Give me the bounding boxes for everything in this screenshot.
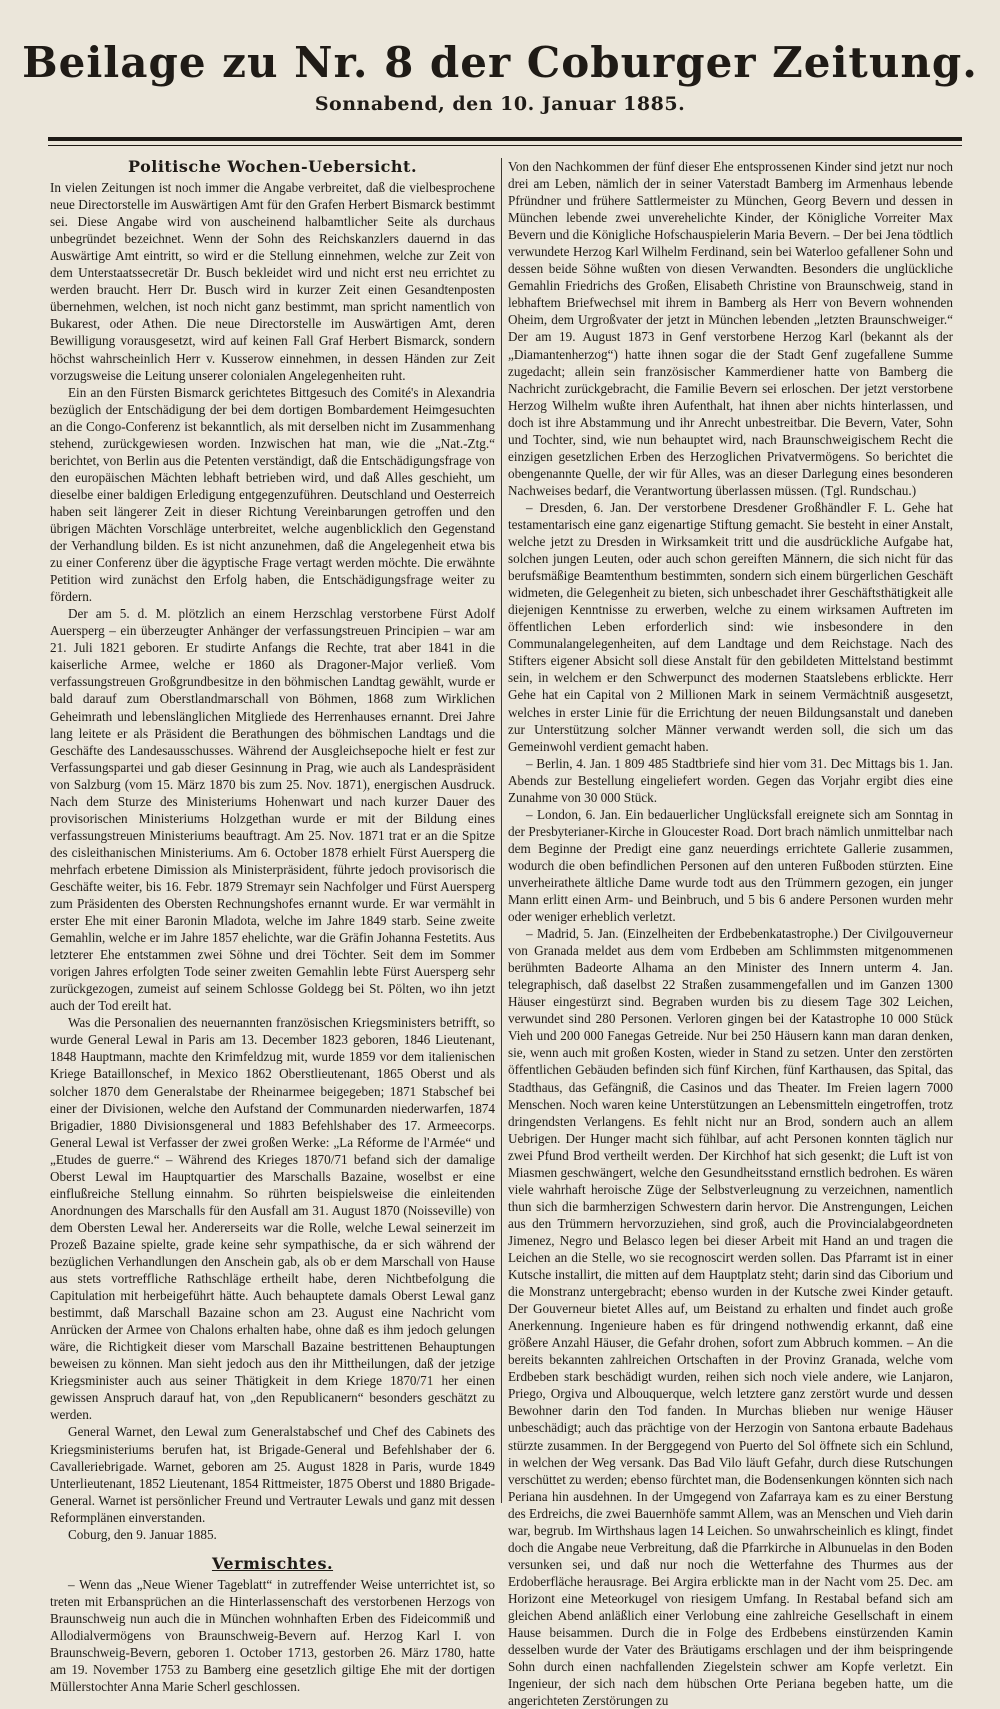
article-paragraph: In vielen Zeitungen ist noch immer die Angabe verbreitet, daß die vielbesprochene neue Directorstelle im Auswärtigen Amt für den Grafen Herbert Bismarck bestimmt sei. Diese Angabe wird von auscheinend halbamtlicher Seite als durchaus unbegründet bezeichnet. Wenn der Sohn des Reichskanzlers dauernd in das Auswärtige Amt eintritt, so wird er die Stellung einnehmen, welche zur Zeit von dem Unterstaatssecretär Dr. Busch bekleidet wird und nicht erst neu errichtet zu werden braucht. Herr Dr. Busch wird in kurzer Zeit einen Gesandtenposten übernehmen, welchen, ist noch nicht ganz bestimmt, man spricht namentlich von Bukarest, oder Athen. Die neue Directorstelle im Auswärtigen Amt, deren Bewilligung vorausgesetzt, wird auf keinen Fall Graf Herbert Bismarck, sondern höchst wahrscheinlich Herr v. Kusserow einnehmen, in dessen Händen zur Zeit vorzugsweise die Leitung unserer colonialen Angelegenheiten ruht. [50, 180, 495, 383]
masthead-title: Beilage zu Nr. 8 der Coburger Zeitung. [22, 38, 978, 87]
article-paragraph: General Warnet, den Lewal zum Generalstabschef und Chef des Cabinets des Kriegsministeriums berufen hat, ist Brigade-General und Befehlshaber der 6. Cavalleriebrigade. Warnet, geboren am 25. August 1828 in Paris, wurde 1849 Unterlieutenant, 1852 Lieutenant, 1854 Rittmeister, 1875 Oberst und 1880 Brigade-General. Warnet ist persönlicher Freund und Vertrauter Lewals und ganz mit dessen Reformplänen einverstanden. [50, 1424, 495, 1525]
article-paragraph: Ein an den Fürsten Bismarck gerichtetes Bittgesuch des Comité's in Alexandria bezüglich der Entschädigung der bei dem dortigen Bombardement Heimgesuchten an die Congo-Conferenz ist bekanntlich, als mit derselben nicht im Zusammenhang stehend, zurückgewiesen worden. Inzwischen hat man, wie die „Nat.-Ztg.“ berichtet, von Berlin aus die Petenten verständigt, daß die Entschädigungsfrage von den europäischen Mächten lebhaft betrieben wird, und daß Alles geschieht, um dieselbe einer baldigen Erledigung entgegenzuführen. Deutschland und Oesterreich haben seit längerer Zeit in dieser Richtung Vereinbarungen getroffen und den übrigen Mächten Vorschläge unterbreitet, welche augenblicklich den Gegenstand der Verhandlung bilden. Es ist nicht anzunehmen, daß die Angelegenheit etwa bis zu einer Conferenz über die ägyptische Frage vertagt werden möchte. Die erwähnte Petition wird zunächst den Erfolg haben, die Entschädigungsfrage weiter zu fördern. [50, 384, 495, 605]
article-paragraph: Der am 5. d. M. plötzlich an einem Herzschlag verstorbene Fürst Adolf Auersperg – ein überzeugter Anhänger der verfassungstreuen Principien – war am 21. Juli 1821 geboren. Er studirte Anfangs die Rechte, trat aber 1841 in die kaiserliche Armee, welche er 1860 als Dragoner-Major verließ. Vom verfassungstreuen Großgrundbesitze in den böhmischen Landtag gewählt, wurde er bald darauf zum Oberstlandmarschall von Böhmen, 1868 zum Wirklichen Geheimrath und lebenslänglichen Mitgliede des Herrenhauses ernannt. Drei Jahre lang leitete er als Präsident die Berathungen des böhmischen Landtags und die Geschäfte des Landesausschusses. Während der Ausgleichsepoche hielt er fest zur Verfassungspartei und gab dieser Gesinnung in Prag, wie auch als Landespräsident von Salzburg (vom 15. März 1870 bis zum 25. Nov. 1871), energischen Ausdruck. Nach dem Sturze des Ministeriums Hohenwart und nach kurzer Dauer des provisorischen Ministeriums Holzgethan wurde er mit der Bildung eines verfassungstreuen Ministeriums beauftragt. Am 25. Nov. 1871 trat er an die Spitze des cisleithanischen Ministeriums. Am 6. October 1878 erhielt Fürst Auersperg die mehrfach erbetene Dimission als Ministerpräsident, führte jedoch provisorisch die Geschäfte weiter, bis 16. Febr. 1879 Stremayr sein Nachfolger und Fürst Auersperg zum Präsidenten des Obersten Rechnungshofes ernannt wurde. Er war vermählt in erster Ehe mit einer Baronin Mladota, welche im Jahre 1849 starb. Seine zweite Gemahlin, welche er im Jahre 1857 ehelichte, war die Gräfin Johanna Festetits. Aus letzterer Ehe entstammen zwei Söhne und drei Töchter. Seit dem im Sommer vorigen Jahres erfolgten Tode seiner zweiten Gemahlin lebte Fürst Auersperg sehr zurückgezogen, zumeist auf seinem Schlosse Goldegg bei St. Pölten, wo ihn jetzt auch der Tod ereilt hat. [50, 606, 495, 1014]
masthead-rule-thin [48, 145, 962, 146]
column-divider [501, 158, 502, 1503]
article-paragraph: – Dresden, 6. Jan. Der verstorbene Dresdener Großhändler F. L. Gehe hat testamentarisch eine ganz eigenartige Stiftung gemacht. Sie besteht in einer Anstalt, welche jetzt zu Dresden in Wirksamkeit tritt und die ausdrückliche Aufgabe hat, solchen jungen Leuten, oder auch schon gereiften Männern, die sich nicht für das berufsmäßige Beamtenthum bestimmten, sondern sich einem bürgerlichen Geschäft widmeten, die Gelegenheit zu bieten, sich unbeschadet ihrer Geschäftsthätigkeit alle diejenigen Kenntnisse zu erwerben, welche zu einem wirksamen Auftreten im öffentlichen Leben erforderlich sind: wie insbesondere in den Communalangelegenheiten, auf dem Landtage und dem Reichstage. Nach des Stifters eigener Absicht soll diese Anstalt für den gebildeten Mittelstand bestimmt sein, in welchem er den Schwerpunct des modernen Staatslebens erblickte. Herr Gehe hat ein Capital von 2 Millionen Mark in seinem Vermächtniß ausgesetzt, welches in erster Linie für die Errichtung der neuen Bildungsanstalt und daneben zur Unterstützung solcher Männer verwandt werden soll, die sich um das Gemeinwohl verdient gemacht haben. [508, 499, 953, 754]
section-title-politics: Politische Wochen-Uebersicht. [127, 157, 418, 176]
masthead [0, 38, 1000, 115]
right-column [508, 158, 953, 1709]
article-paragraph: Von den Nachkommen der fünf dieser Ehe entsprossenen Kinder sind jetzt nur noch drei am Leben, nämlich der in seiner Vaterstadt Bamberg im Armenhaus lebende Pfründner und frühere Sattlermeister zu München, Georg Bevern und dessen in München lebende zwei unverehelichte Kinder, der Königliche Vorreiter Max Bevern und die Königliche Hofschauspielerin Maria Bevern. – Der bei Jena tödtlich verwundete Herzog Karl Wilhelm Ferdinand, sein bei Waterloo gefallener Sohn und dessen beide Söhne wußten von diesen Verwandten. Besonders die unglückliche Gemahlin Friedrichs des Großen, Elisabeth Christine von Braunschweig, stand in lebhaftem Briefwechsel mit ihrem in Bamberg als Herr von Bevern wohnenden Oheim, dem Urgroßvater der jetzt in München lebenden „letzten Braunschweiger.“ Der am 19. August 1873 in Genf verstorbene Herzog Karl (bekannt als der „Diamantenherzog“) hatte ihnen sogar die der Stadt Genf zugefallene Summe zugedacht; allein sein französischer Kammerdiener hatte von Bamberg die Nachricht zurückgebracht, die Familie Bevern sei erloschen. Der jetzt verstorbene Herzog Wilhelm wußte ihren Aufenthalt, hat ihnen aber nichts hinterlassen, und doch ist ihre Abstammung und ihr Anrecht unbestreitbar. Die Bevern, Vater, Sohn und Tochter, sind, wie nun behauptet wird, nach Braunschweigischem Recht die einzigen gesetzlichen Erben des Herzoglichen Privatvermögens. So berichtet die obengenannte Quelle, der wir für Alles, was an dieser Darlegung eines besonderen Nachweises bedarf, die Verantwortung überlassen müssen. (Tgl. Rundschau.) [508, 159, 953, 498]
article-paragraph: – Madrid, 5. Jan. (Einzelheiten der Erdbebenkatastrophe.) Der Civilgouverneur von Granada meldet aus dem vom Erdbeben am Schlimmsten mitgenommenen berühmten Badeorte Alhama an den Minister des Innern unterm 4. Jan. telegraphisch, daß daselbst 22 Straßen zusammengefallen und im Ganzen 1300 Häuser eingestürzt sind. Begraben wurden bis zu diesem Tage 302 Leichen, verwundet sind 280 Personen. Verloren gingen bei der Katastrophe 10 000 Stück Vieh und 200 000 Fanegas Getreide. Nur bei 250 Häusern kann man daran denken, sie, wenn auch mit großen Kosten, wieder in Stand zu setzen. Unter den zerstörten öffentlichen Gebäuden befinden sich fünf Kirchen, fünf Karthausen, das Spital, das Stadthaus, das Gefängniß, die Casinos und das Theater. Im Freien lagern 7000 Menschen. Noch waren keine Unterstützungen an Lebensmitteln eingetroffen, trotz dringendsten Verlangens. Es fehlt nicht nur an Brod, sondern auch an allem Uebrigen. Der Hunger macht sich fühlbar, auf acht Personen konnten täglich nur zwei Pfund Brod vertheilt werden. Der Kirchhof hat sich gesenkt; die Luft ist von Miasmen geschwängert, welche den Gesundheitsstand ernstlich bedrohen. Es wären viele wahrhaft heroische Züge der Selbstverleugnung zu verzeichnen, namentlich thun sich die barmherzigen Schwestern darin hervor. Die Anstrengungen, Leichen aus den Trümmern hervorzuziehen, sind groß, auch die Provincialabgeordneten Jimenez, Negro und Belasco legen bei dieser Arbeit mit Hand an und tragen die Leichen an die Stelle, wo sie recognoscirt werden sollen. Das Pfarramt ist in einer Kutsche installirt, die mitten auf dem Hauptplatz steht; darin sind das Ciborium und die Monstranz untergebracht; ebenso wurden in der Kutsche zwei Kinder getauft. Der Gouverneur bietet Alles auf, um Beistand zu erhalten und findet auch große Anerkennung. Ingenieure haben es für dringend nothwendig erkannt, daß eine größere Anzahl Häuser, die Gefahr drohen, sofort zum Abbruch kommen. – An die bereits bekannten zahlreichen Ortschaften in der Provinz Granada, welche vom Erdbeben stark beschädigt wurden, reihen sich noch viele andere, wie Lanjaron, Priego, Orgiva und Albouquerque, welch letztere ganz zerstört wurde und dessen Bewohner darin den Tod fanden. In Murchas blieben nur wenige Häuser unbeschädigt; auch das prächtige von der Herzogin von Santona erbaute Badehaus stürzte zusammen. In der Berggegend von Puerto del Sol öffnete sich ein Schlund, in welchen der Weg versank. Das Bad Vilo läuft Gefahr, durch diese Rutschungen verschüttet zu werden; ebenso fürchtet man, die Bodensenkungen könnten sich nach Periana hin ausdehnen. In der Umgegend von Zafarraya kam es zu einer Berstung des Erdreichs, die zwei Bauernhöfe sammt Allem, was an Menschen und Vieh darin war, begrub. Im Wirthshaus lagen 14 Leichen. So unwahrscheinlich es klingt, findet doch die Angabe neue Verbreitung, daß die Pfarrkirche in Albunuelas in den Boden versunken sei, und daß nur noch die Wetterfahne des Thurmes aus der Erdoberfläche herausrage. Bei Argira erblickte man in der Nacht vom 25. Dec. am Horizont eine Meteorkugel von riesigem Umfang. In Restabal befand sich am gleichen Abend anläßlich einer Verlobung eine zahlreiche Gesellschaft in einem Hause beisammen. Durch die in Folge des Erdbebens einstürzenden Kamin desselben wurde der Vater des Bräutigams erschlagen und der ihm beispringende Sohn durch einen nachfallenden Ziegelstein schwer am Kopfe verletzt. Ein Ingenieur, der sich nach dem hübschen Orte Periana begeben hatte, um die angerichteten Zerstörungen zu [508, 926, 953, 1709]
article-paragraph: Was die Personalien des neuernannten französischen Kriegsministers betrifft, so wurde General Lewal in Paris am 13. December 1823 geboren, 1846 Lieutenant, 1848 Hauptmann, machte den Krimfeldzug mit, wurde 1859 vor dem italienischen Kriege Bataillonschef, in Mexico 1862 Oberstlieutenant, 1865 Oberst und als solcher 1870 dem Generalstabe der Rheinarmee beigegeben; 1871 Stabschef bei einer der Divisionen, welche den Aufstand der Communarden niederwarfen, 1874 Brigadier, 1880 Divisionsgeneral und 1883 Befehlshaber des 17. Armeecorps. General Lewal ist Verfasser der zwei großen Werke: „La Réforme de l'Armée“ und „Etudes de guerre.“ – Während des Krieges 1870/71 befand sich der damalige Oberst Lewal im Hauptquartier des Marschalls Bazaine, woselbst er eine einflußreiche Stellung einnahm. So rührten beispielsweise die einleitenden Anordnungen des Marschalls für den Ausfall am 31. August 1870 (Noisseville) von dem Obersten Lewal her. Andererseits war die Rolle, welche Lewal seinerzeit im Prozeß Bazaine spielte, grade keine sehr sympathische, da er sich während der bezüglichen Verhandlungen den Anschein gab, als ob er dem Marschall von Hause aus stets vortreffliche Rathschläge ertheilt habe, deren Nichtbefolgung die Capitulation mit herbeigeführt hätte. Auch behauptete damals Oberst Lewal ganz bestimmt, daß Marschall Bazaine schon am 23. August eine Nachricht vom Anrücken der Armee von Chalons erhalten habe, ohne daß es ihm jedoch gelungen wäre, die Richtigkeit dieser vom Marschall Bazaine bestrittenen Behauptungen beweisen zu können. Man sieht jedoch aus den ihr Mittheilungen, daß der jetzige Kriegsminister auch aus seiner Thätigkeit in dem Kriege 1870/71 her einen gewissen Anspruch darauf hat, von „den Republicanern“ besonders geschätzt zu werden. [50, 1015, 495, 1423]
section-title-miscellany: Vermischtes. [211, 1553, 334, 1573]
article-paragraph: – London, 6. Jan. Ein bedauerlicher Unglücksfall ereignete sich am Sonntag in der Presbyterianer-Kirche in Gloucester Road. Dort brach nämlich unmittelbar nach dem Beginne der Predigt eine ganz neuerdings errichtete Gallerie zusammen, wodurch die oben befindlichen Personen auf den unteren Fußboden stürzten. Eine unverheirathete ältliche Dame wurde todt aus den Trümmern gezogen, ein junger Mann erlitt einen Arm- und Beinbruch, und 5 bis 6 andere Personen wurden mehr oder weniger erheblich verletzt. [508, 806, 953, 925]
masthead-date: Sonnabend, den 10. Januar 1885. [314, 93, 686, 115]
dateline: Coburg, den 9. Januar 1885. [68, 1526, 217, 1542]
article-paragraph: – Berlin, 4. Jan. 1 809 485 Stadtbriefe sind hier vom 31. Dec Mittags bis 1. Jan. Abends zur Bestellung eingeliefert worden. Gegen das Vorjahr ergibt dies eine Zunahme von 30 000 Stück. [508, 755, 953, 805]
left-column [50, 157, 495, 1695]
masthead-rule-thick [48, 137, 962, 141]
article-paragraph: – Wenn das „Neue Wiener Tageblatt“ in zutreffender Weise unterrichtet ist, so treten mit Erbansprüchen an die Hinterlassenschaft des verstorbenen Herzogs von Braunschweig nun auch die in München wohnhaften Erben des Fideicommiß und Allodialvermögens von Braunschweig-Bevern auf. Herzog Karl I. von Braunschweig-Bevern, geboren 1. October 1713, gestorben 26. März 1780, hatte am 19. November 1753 zu Bamberg eine gesetzlich giltige Ehe mit der dortigen Müllerstochter Anna Marie Scherl geschlossen. [50, 1576, 495, 1695]
